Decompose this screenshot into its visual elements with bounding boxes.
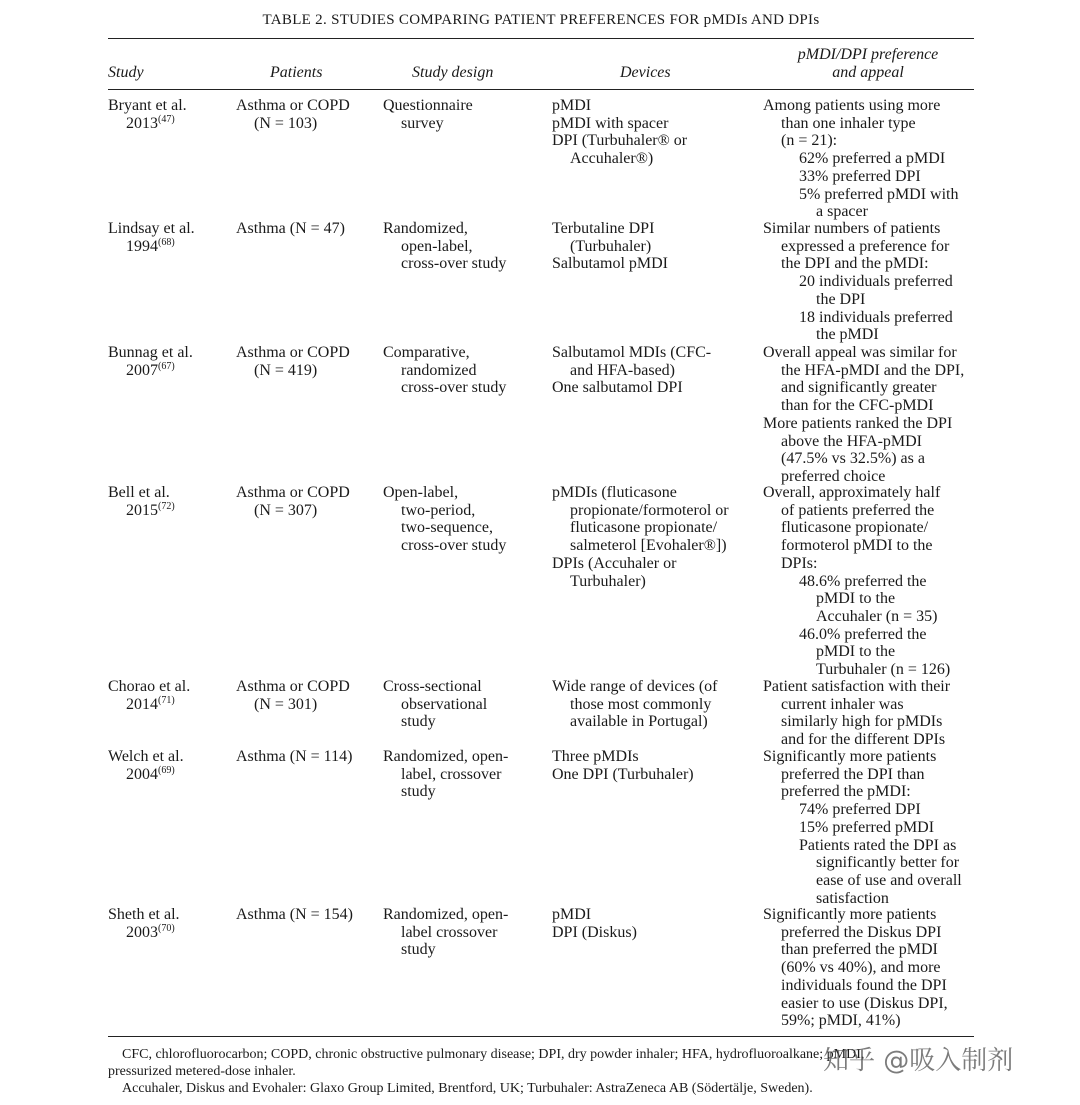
study-design-line: Open-label, — [383, 484, 459, 501]
devices-line: pMDI with spacer — [552, 114, 669, 132]
study-year: 2007 — [126, 361, 158, 379]
devices-line: One DPI (Turbuhaler) — [552, 765, 694, 783]
study-design-cell — [383, 220, 506, 273]
preference-cell — [763, 97, 959, 221]
devices-line: DPI (Turbuhaler® or — [552, 132, 688, 150]
preference-line: 15% preferred pMDI — [799, 818, 935, 836]
study-cell — [108, 906, 180, 941]
preference-line: (n = 21): — [781, 132, 838, 150]
preference-line: than one inhaler type — [781, 114, 916, 132]
patients-line: (N = 103) — [254, 114, 318, 132]
table-caption: TABLE 2. STUDIES COMPARING PATIENT PREFERENCES FOR pMDIs AND DPIs — [262, 12, 820, 28]
devices-line: those most commonly — [570, 695, 712, 713]
preference-line: than for the CFC-pMDI — [781, 397, 934, 415]
preference-line: similarly high for pMDIs — [781, 713, 943, 731]
study-design-line: Comparative, — [383, 344, 470, 361]
study-design-cell — [383, 678, 487, 731]
patients-cell — [236, 344, 350, 379]
study-cell — [108, 220, 195, 255]
devices-line: pMDI — [552, 97, 592, 114]
study-design-cell — [383, 97, 473, 132]
footnote-line: Accuhaler, Diskus and Evohaler: Glaxo Group Limited, Brentford, UK; Turbuhaler: AstraZeneca AB (Södertälje, Sweden). — [122, 1081, 813, 1096]
preference-line: 46.0% preferred the — [799, 625, 927, 643]
study-year: 2014 — [126, 695, 158, 713]
preference-line: 48.6% preferred the — [799, 572, 927, 590]
devices-line: One salbutamol DPI — [552, 379, 683, 397]
study-year: 2013 — [126, 114, 158, 132]
devices-cell — [552, 484, 729, 590]
patients-line: Asthma (N = 47) — [236, 220, 346, 237]
header-study-design: Study design — [412, 64, 494, 81]
study-design-line: two-period, — [401, 501, 476, 519]
preference-line: Similar numbers of patients — [763, 220, 941, 237]
study-design-line: Randomized, — [383, 220, 468, 237]
watermark: 知乎 @吸入制剂 — [823, 1046, 1014, 1076]
devices-line: propionate/formoterol or — [570, 501, 729, 519]
patients-line: Asthma or COPD — [236, 484, 350, 501]
preference-line: a spacer — [816, 203, 868, 221]
preference-cell — [763, 906, 948, 1030]
preference-line: the HFA-pMDI and the DPI, — [781, 361, 965, 379]
devices-line: Salbutamol pMDI — [552, 255, 668, 273]
top-rule — [108, 38, 974, 39]
preference-line: 18 individuals preferred — [799, 308, 953, 326]
preference-line: the pMDI — [816, 326, 879, 344]
preference-line: above the HFA-pMDI — [781, 432, 923, 450]
study-cell — [108, 484, 175, 519]
preference-line: Overall, approximately half — [763, 484, 941, 501]
patients-line: (N = 419) — [254, 361, 318, 379]
footnote-line: CFC, chlorofluorocarbon; COPD, chronic obstructive pulmonary disease; DPI, dry powder inhaler; HFA, hydrofluoroalkane; pMDI, — [122, 1047, 865, 1062]
study-year-line — [108, 115, 187, 133]
preference-line: significantly better for — [816, 854, 960, 872]
preference-line: pMDI to the — [816, 590, 896, 608]
study-design-line: Questionnaire — [383, 97, 473, 114]
study-design-line: label crossover — [401, 923, 498, 941]
preference-line: 20 individuals preferred — [799, 273, 953, 291]
preference-line: More patients ranked the DPI — [763, 414, 953, 432]
preference-line: Overall appeal was similar for — [763, 344, 957, 361]
devices-line: DPIs (Accuhaler or — [552, 554, 677, 572]
patients-cell — [236, 678, 350, 713]
patients-cell — [236, 97, 350, 132]
footnote-line: pressurized metered-dose inhaler. — [108, 1064, 296, 1079]
reference-number: (69) — [158, 764, 175, 776]
study-author: Welch et al. — [108, 748, 184, 765]
preference-line: and significantly greater — [781, 379, 937, 397]
devices-cell — [552, 748, 694, 783]
reference-number: (70) — [158, 922, 175, 934]
preference-line: the DPI and the pMDI: — [781, 255, 929, 273]
study-cell — [108, 678, 190, 713]
preference-line: (47.5% vs 32.5%) as a — [781, 450, 925, 468]
devices-cell — [552, 220, 668, 273]
bottom-rule — [108, 1036, 974, 1037]
preference-line: Turbuhaler (n = 126) — [816, 661, 951, 679]
devices-line: Terbutaline DPI — [552, 220, 655, 237]
study-year-line — [108, 696, 190, 714]
preference-line: preferred the Diskus DPI — [781, 923, 942, 941]
devices-line: and HFA-based) — [570, 361, 676, 379]
study-author: Bryant et al. — [108, 97, 187, 114]
preference-cell — [763, 220, 953, 344]
preference-cell — [763, 484, 950, 679]
study-author: Chorao et al. — [108, 678, 191, 695]
header-rule — [108, 89, 974, 90]
study-design-line: open-label, — [401, 237, 473, 255]
study-design-line: observational — [401, 695, 488, 713]
preference-line: Significantly more patients — [763, 906, 937, 923]
devices-cell — [552, 97, 687, 168]
devices-line: DPI (Diskus) — [552, 923, 637, 941]
patients-cell — [236, 906, 353, 924]
devices-cell — [552, 678, 718, 731]
preference-line: 33% preferred DPI — [799, 167, 921, 185]
preference-line: of patients preferred the — [781, 501, 935, 519]
patients-line: Asthma or COPD — [236, 678, 350, 695]
patients-cell — [236, 484, 350, 519]
header-preference — [762, 46, 974, 82]
study-design-line: label, crossover — [401, 765, 502, 783]
reference-number: (67) — [158, 360, 175, 372]
header-preference-line: pMDI/DPI preference — [797, 46, 939, 63]
devices-line: fluticasone propionate/ — [570, 519, 718, 537]
preference-line: 5% preferred pMDI with — [799, 185, 959, 203]
study-design-line: survey — [401, 114, 444, 132]
study-year-line — [108, 502, 175, 520]
study-design-line: cross-over study — [401, 537, 507, 555]
study-design-line: cross-over study — [401, 255, 507, 273]
preference-line: Accuhaler (n = 35) — [816, 607, 938, 625]
study-author: Sheth et al. — [108, 906, 180, 923]
preference-line: Patients rated the DPI as — [799, 836, 957, 854]
study-design-cell — [383, 906, 508, 959]
study-design-cell — [383, 748, 508, 801]
reference-number: (47) — [158, 113, 175, 125]
study-design-line: Cross-sectional — [383, 678, 482, 695]
preference-line: fluticasone propionate/ — [781, 519, 929, 537]
preference-line: preferred the pMDI: — [781, 783, 911, 801]
study-design-line: Randomized, open- — [383, 906, 509, 923]
preference-line: preferred choice — [781, 467, 886, 485]
preference-line: preferred the DPI than — [781, 765, 925, 783]
study-design-line: Randomized, open- — [383, 748, 509, 765]
study-design-line: two-sequence, — [401, 519, 493, 537]
preference-line: individuals found the DPI — [781, 976, 947, 994]
study-design-line: randomized — [401, 361, 477, 379]
study-author: Bunnag et al. — [108, 344, 193, 361]
study-year: 2004 — [126, 765, 158, 783]
patients-cell — [236, 748, 352, 766]
devices-cell — [552, 344, 711, 397]
patients-line: (N = 301) — [254, 695, 318, 713]
reference-number: (72) — [158, 500, 175, 512]
patients-line: Asthma (N = 154) — [236, 906, 354, 923]
preference-line: DPIs: — [781, 554, 818, 572]
header-study: Study — [108, 64, 144, 81]
devices-line: Accuhaler®) — [570, 150, 654, 168]
header-preference-line: and appeal — [832, 64, 904, 81]
patients-line: Asthma (N = 114) — [236, 748, 353, 765]
study-design-line: study — [401, 713, 436, 731]
preference-line: expressed a preference for — [781, 237, 950, 255]
preference-line: Among patients using more — [763, 97, 941, 114]
study-design-cell — [383, 484, 506, 555]
study-year-line — [108, 924, 180, 942]
reference-number: (71) — [158, 694, 175, 706]
patients-line: Asthma or COPD — [236, 344, 350, 361]
preference-line: 74% preferred DPI — [799, 801, 921, 819]
preference-line: the DPI — [816, 290, 866, 308]
devices-line: salmeterol [Evohaler®]) — [570, 537, 727, 555]
devices-line: Wide range of devices (of — [552, 678, 718, 695]
devices-line: Three pMDIs — [552, 748, 639, 765]
study-author: Bell et al. — [108, 484, 170, 501]
study-cell — [108, 97, 187, 132]
patients-cell — [236, 220, 345, 238]
study-design-line: study — [401, 941, 436, 959]
preference-line: ease of use and overall — [816, 871, 962, 889]
devices-line: Salbutamol MDIs (CFC- — [552, 344, 712, 361]
devices-line: Turbuhaler) — [570, 572, 646, 590]
header-devices: Devices — [620, 64, 671, 81]
study-design-line: study — [401, 783, 436, 801]
devices-line: available in Portugal) — [570, 713, 708, 731]
preference-cell — [763, 748, 962, 907]
study-year: 2003 — [126, 923, 158, 941]
preference-line: pMDI to the — [816, 643, 896, 661]
study-design-cell — [383, 344, 506, 397]
reference-number: (68) — [158, 236, 175, 248]
preference-line: Patient satisfaction with their — [763, 678, 951, 695]
devices-line: pMDIs (fluticasone — [552, 484, 677, 501]
preference-line: (60% vs 40%), and more — [781, 959, 941, 977]
study-author: Lindsay et al. — [108, 220, 195, 237]
study-design-line: cross-over study — [401, 379, 507, 397]
header-patients: Patients — [270, 64, 323, 81]
preference-line: and for the different DPIs — [781, 731, 946, 749]
preference-line: than preferred the pMDI — [781, 941, 938, 959]
study-year-line — [108, 362, 193, 380]
preference-line: 62% preferred a pMDI — [799, 150, 946, 168]
study-year: 2015 — [126, 501, 158, 519]
preference-line: formoterol pMDI to the — [781, 537, 933, 555]
study-cell — [108, 344, 193, 379]
preference-line: easier to use (Diskus DPI, — [781, 994, 948, 1012]
preference-line: satisfaction — [816, 889, 889, 907]
devices-line: (Turbuhaler) — [570, 237, 652, 255]
devices-line: pMDI — [552, 906, 592, 923]
preference-cell — [763, 344, 964, 486]
study-year-line — [108, 238, 195, 256]
preference-cell — [763, 678, 950, 749]
preference-line: current inhaler was — [781, 695, 904, 713]
devices-cell — [552, 906, 637, 941]
preference-line: Significantly more patients — [763, 748, 937, 765]
preference-line: 59%; pMDI, 41%) — [781, 1012, 901, 1030]
study-year: 1994 — [126, 237, 158, 255]
study-year-line — [108, 766, 184, 784]
patients-line: (N = 307) — [254, 501, 318, 519]
study-cell — [108, 748, 184, 783]
patients-line: Asthma or COPD — [236, 97, 350, 114]
